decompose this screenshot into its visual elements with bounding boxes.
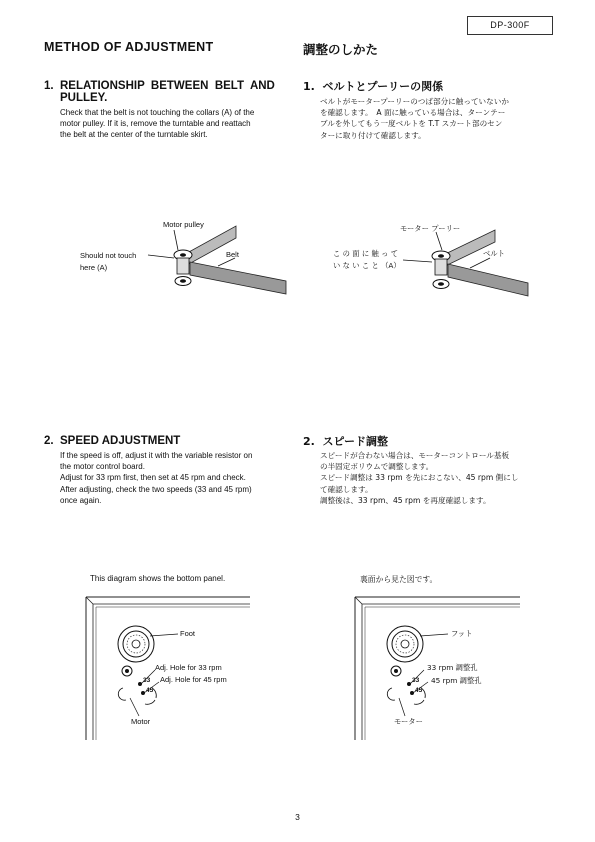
page-title-jp: 調整のしかた bbox=[303, 42, 379, 57]
label-33-jp: 33 bbox=[412, 677, 420, 684]
label-33: 33 bbox=[143, 677, 151, 684]
caption-bottom-panel-jp: 裏面から見た図です。 bbox=[360, 575, 438, 584]
section1-title-en-line: PULLEY. bbox=[44, 92, 108, 104]
caption-bottom-panel: This diagram shows the bottom panel. bbox=[90, 574, 226, 583]
section2-body-en-line: once again. bbox=[60, 495, 102, 505]
label-line: こ の 面 に 触 っ て bbox=[333, 249, 398, 258]
section2-title-en: 2. SPEED ADJUSTMENT bbox=[44, 435, 181, 447]
model-number-box: DP-300F bbox=[467, 16, 553, 35]
label-adj-hole-33-jp: 33 rpm 調整孔 bbox=[427, 663, 478, 672]
section2-body-en-line: Adjust for 33 rpm first, then set at 45 rpm and check. bbox=[60, 473, 246, 483]
label-motor-pulley-jp: モーター プーリー bbox=[400, 224, 461, 233]
label-motor-jp: モーター bbox=[394, 717, 423, 726]
label-adj-hole-45: Adj. Hole for 45 rpm bbox=[160, 675, 227, 684]
section2-body-jp-line: て確認します。 bbox=[320, 484, 373, 494]
section2-body-en-line: If the speed is off, adjust it with the variable resistor on bbox=[60, 451, 253, 460]
section2-body-jp-line: スピードが合わない場合は、モーターコントロール基板 bbox=[320, 451, 510, 460]
section1-body-jp-line: ターに取り付けて確認します。 bbox=[320, 130, 426, 140]
section2-body-en-line: the motor control board. bbox=[60, 462, 145, 472]
section2-body-jp-line: スピード調整は 33 rpm を先におこない、45 rpm 側にし bbox=[320, 473, 519, 483]
label-line: here (A) bbox=[80, 263, 108, 272]
section1-body-en-line: Check that the belt is not touching the collars (A) of the bbox=[60, 108, 255, 117]
label-line: い な い こ と （A） bbox=[333, 261, 401, 270]
label-motor: Motor bbox=[131, 717, 151, 726]
label-45-jp: 45 bbox=[415, 687, 423, 694]
label-foot: Foot bbox=[180, 629, 196, 638]
section1-body-en-line: the belt at the center of the turntable skirt. bbox=[60, 130, 208, 140]
label-foot-jp: フット bbox=[451, 629, 473, 638]
label-adj-hole-45-jp: 45 rpm 調整孔 bbox=[431, 676, 482, 685]
section1-title-en-line: 1. RELATIONSHIP BETWEEN BELT AND bbox=[44, 80, 275, 92]
label-line: Should not touch bbox=[80, 251, 137, 260]
section2-body-en-line: After adjusting, check the two speeds (33 and 45 rpm) bbox=[60, 484, 252, 494]
page-title-en: METHOD OF ADJUSTMENT bbox=[44, 40, 214, 54]
label-adj-hole-33: Adj. Hole for 33 rpm bbox=[155, 663, 222, 672]
section1-body-jp-line: ブルを外してもう一度ベルトを T.T スカート部のセン bbox=[320, 119, 503, 129]
label-belt-jp: ベルト bbox=[483, 249, 505, 258]
section1-body-jp-line: ベルトがモータープーリーのつば部分に触っていないか bbox=[320, 97, 509, 106]
section2-title-jp: 2. スピード調整 bbox=[303, 435, 389, 448]
label-motor-pulley: Motor pulley bbox=[163, 220, 204, 229]
section1-body-jp-line: を確認します。 A 面に触っている場合は、ターンテー bbox=[320, 108, 506, 118]
section1-body-en-line: motor pulley. If it is, remove the turntable and reattach bbox=[60, 119, 251, 129]
section2-body-jp-line: の半固定ボリウムで調整します。 bbox=[320, 462, 434, 472]
section1-title-jp: 1. ベルトとプーリーの関係 bbox=[303, 80, 444, 93]
label-belt: Belt bbox=[226, 250, 239, 259]
label-45: 45 bbox=[146, 687, 154, 694]
page-number: 3 bbox=[295, 812, 300, 822]
section2-body-jp-line: 調整後は、33 rpm、45 rpm を再度確認します。 bbox=[320, 495, 491, 505]
